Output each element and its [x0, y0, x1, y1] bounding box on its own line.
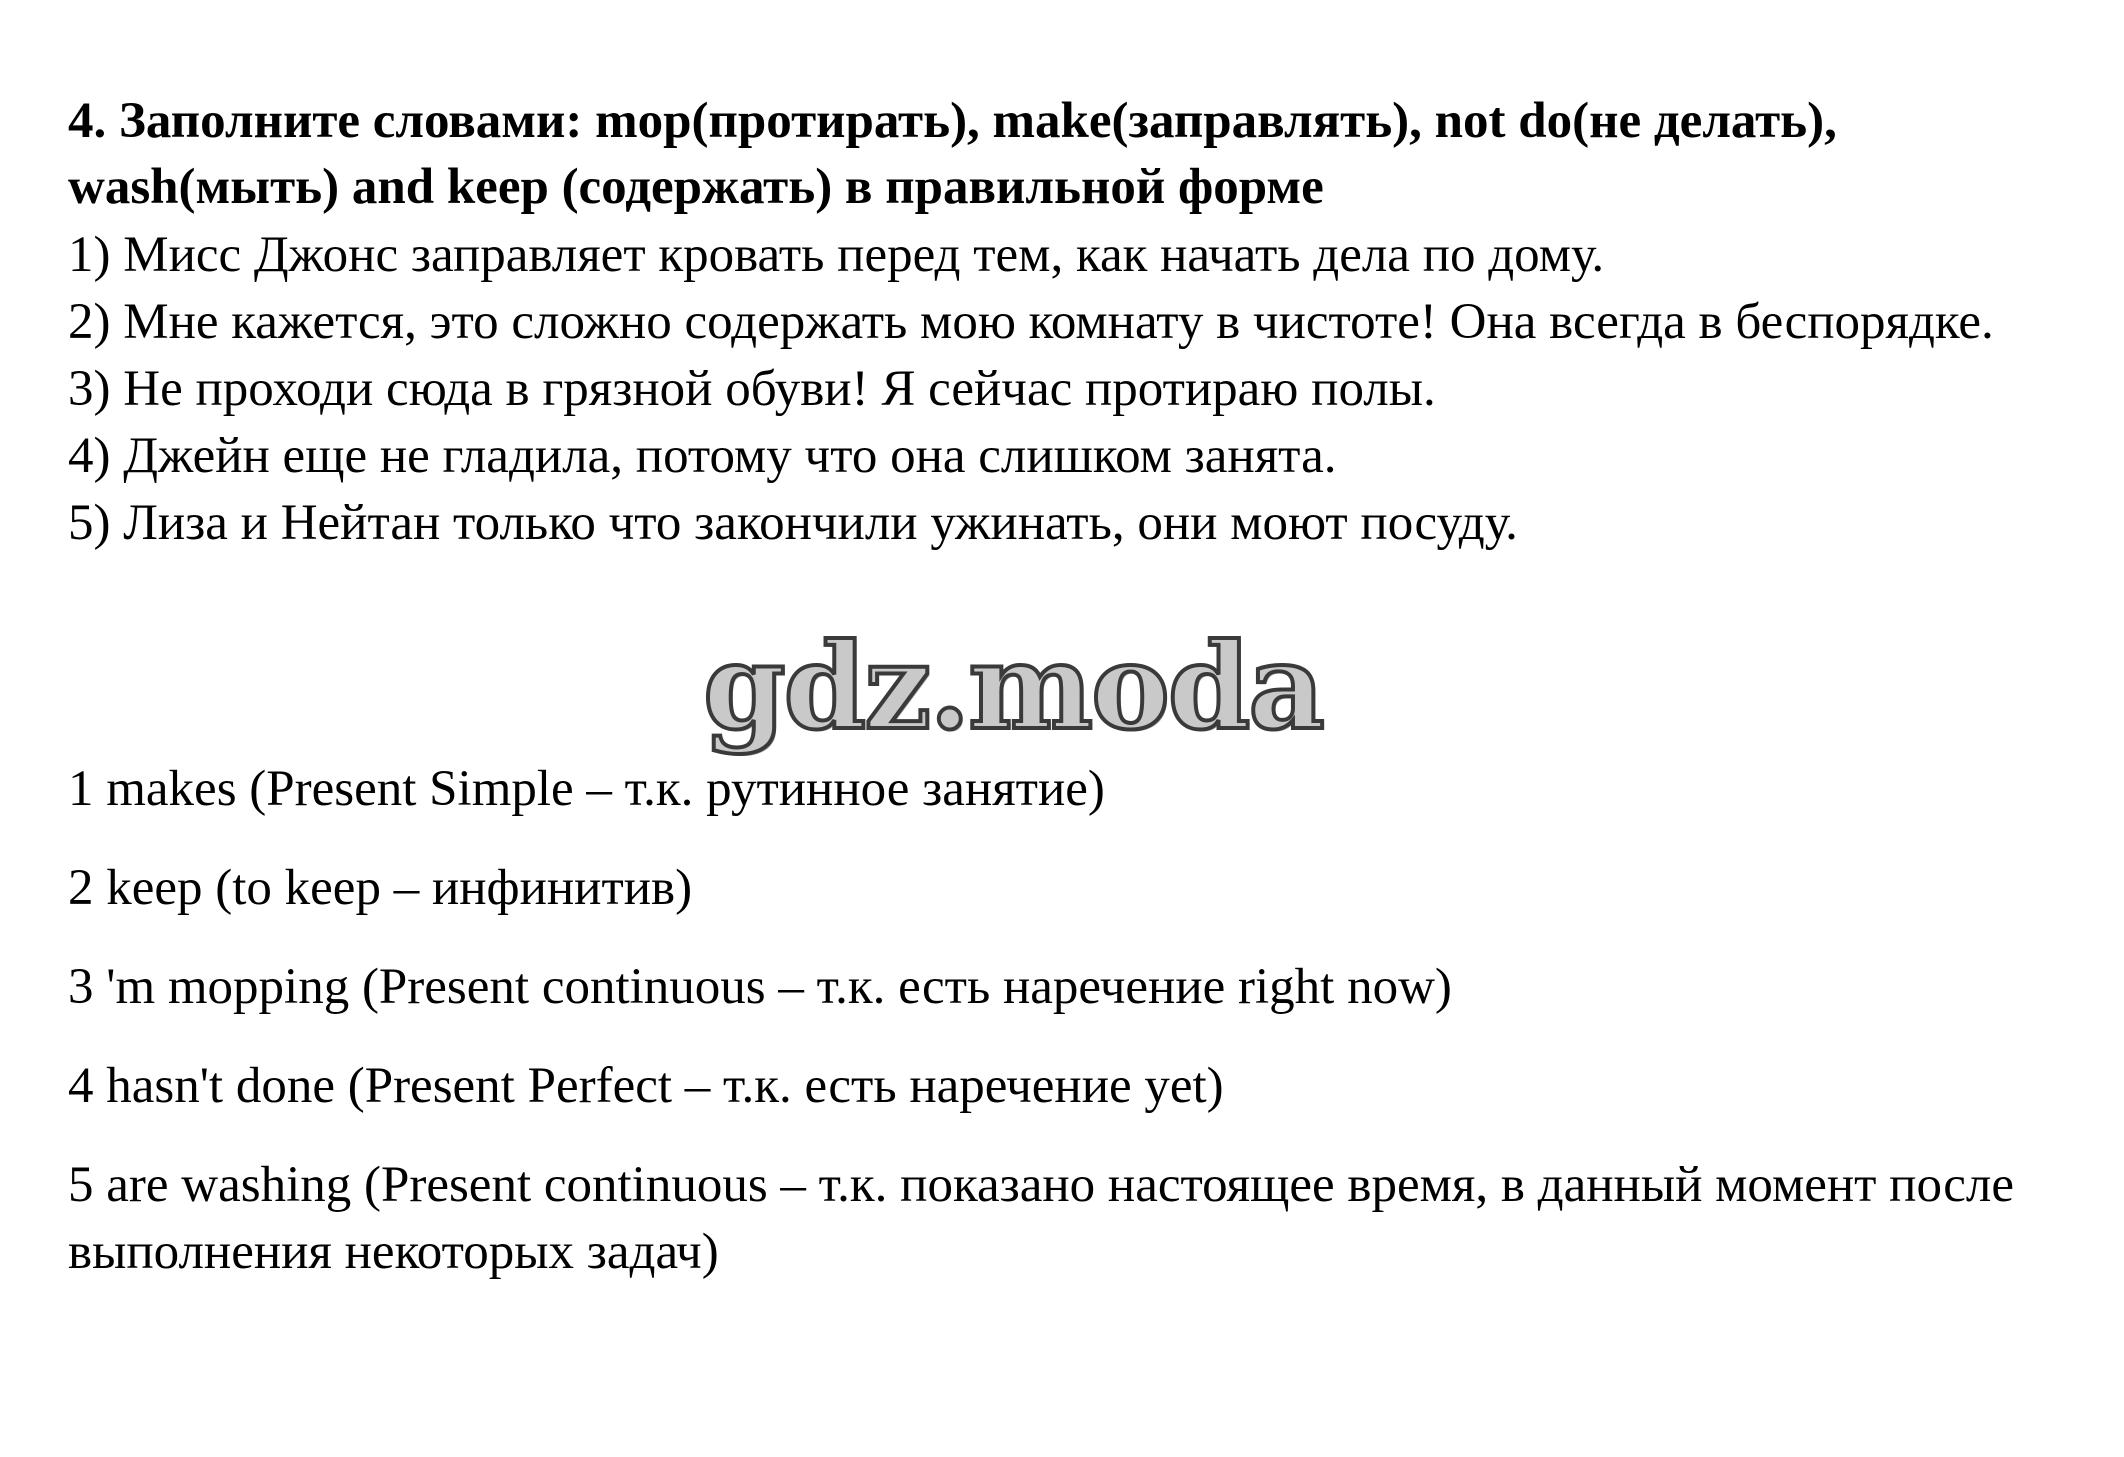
answer-item: 4 hasn't done (Present Perfect – т.к. есть наречение yet)	[68, 1058, 1224, 1114]
task-title: 4. Заполните словами: mop(протирать), make(заправлять), not do(не делать), wash(мыть) and keep (содержать) в правильной форме	[68, 93, 1837, 215]
watermark-logo	[0, 617, 2124, 756]
sentence-item: 3) Не проходи сюда в грязной обуви! Я сейчас протираю полы.	[68, 361, 1436, 417]
sentence-item: 4) Джейн еще не гладила, потому что она слишком занята.	[68, 428, 1337, 484]
sentence-item: 1) Мисс Джонс заправляет кровать перед тем, как начать дела по дому.	[68, 227, 1605, 283]
answer-item: 1 makes (Present Simple – т.к. рутинное занятие)	[68, 761, 1105, 817]
answer-item: 3 'm mopping (Present continuous – т.к. есть наречение right now)	[68, 959, 1452, 1015]
sentence-item: 2) Мне кажется, это сложно содержать мою комнату в чистоте! Она всегда в беспорядке.	[68, 294, 1994, 350]
task-sentences	[68, 222, 2048, 557]
answer-item: 2 keep (to keep – инфинитив)	[68, 860, 693, 916]
answer-list	[68, 756, 2048, 1318]
sentence-item: 5) Лиза и Нейтан только что закончили ужинать, они моют посуду.	[68, 495, 1518, 551]
answer-item: 5 are washing (Present continuous – т.к. показано настоящее время, в данный момент после выполнения некоторых задач)	[68, 1157, 2014, 1280]
watermark-text: gdz.moda	[703, 617, 1323, 756]
